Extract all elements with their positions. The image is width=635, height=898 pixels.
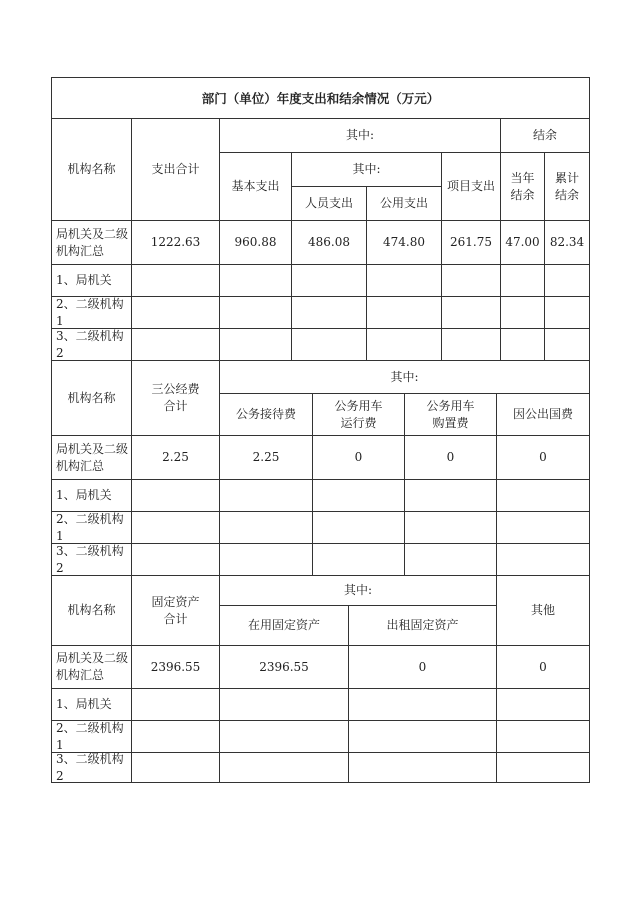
row-name: 3、二级机构 2 bbox=[51, 328, 132, 361]
empty-cell bbox=[219, 296, 292, 329]
empty-cell bbox=[496, 688, 590, 721]
empty-cell bbox=[219, 543, 313, 576]
header-other: 其他 bbox=[496, 575, 590, 646]
empty-cell bbox=[219, 688, 349, 721]
cell: 0 bbox=[496, 645, 590, 689]
empty-cell bbox=[131, 752, 220, 783]
empty-cell bbox=[366, 264, 442, 297]
row-name: 3、二级机构 2 bbox=[51, 752, 132, 783]
empty-cell bbox=[348, 720, 497, 753]
empty-cell bbox=[131, 296, 220, 329]
row-name: 局机关及二级 机构汇总 bbox=[51, 435, 132, 480]
row-name: 1、局机关 bbox=[51, 264, 132, 297]
header-total: 三公经费 合计 bbox=[131, 360, 220, 436]
empty-cell bbox=[131, 688, 220, 721]
empty-cell bbox=[544, 328, 590, 361]
empty-cell bbox=[131, 479, 220, 512]
cell: 0 bbox=[496, 435, 590, 480]
cell: 82.34 bbox=[544, 220, 590, 265]
header-org: 机构名称 bbox=[51, 118, 132, 221]
empty-cell bbox=[496, 752, 590, 783]
cell: 47.00 bbox=[500, 220, 545, 265]
header-of-which: 其中: bbox=[219, 118, 501, 153]
header-project: 项目支出 bbox=[441, 152, 501, 221]
cell: 2396.55 bbox=[219, 645, 349, 689]
empty-cell bbox=[312, 479, 405, 512]
empty-cell bbox=[366, 296, 442, 329]
row-name: 局机关及二级 机构汇总 bbox=[51, 645, 132, 689]
row-name: 2、二级机构 1 bbox=[51, 296, 132, 329]
header-balance: 结余 bbox=[500, 118, 590, 153]
header-car-purchase: 公务用车 购置费 bbox=[404, 393, 497, 436]
empty-cell bbox=[496, 511, 590, 544]
empty-cell bbox=[131, 543, 220, 576]
empty-cell bbox=[291, 264, 367, 297]
header-reception: 公务接待费 bbox=[219, 393, 313, 436]
empty-cell bbox=[496, 479, 590, 512]
cell: 486.08 bbox=[291, 220, 367, 265]
empty-cell bbox=[544, 296, 590, 329]
header-org: 机构名称 bbox=[51, 360, 132, 436]
empty-cell bbox=[131, 720, 220, 753]
header-org: 机构名称 bbox=[51, 575, 132, 646]
cell: 2.25 bbox=[131, 435, 220, 480]
cell: 1222.63 bbox=[131, 220, 220, 265]
row-name: 1、局机关 bbox=[51, 479, 132, 512]
header-of-which: 其中: bbox=[219, 360, 590, 394]
empty-cell bbox=[496, 543, 590, 576]
empty-cell bbox=[441, 328, 501, 361]
header-total: 支出合计 bbox=[131, 118, 220, 221]
row-name: 2、二级机构 1 bbox=[51, 720, 132, 753]
row-name: 1、局机关 bbox=[51, 688, 132, 721]
header-of-which-2: 其中: bbox=[291, 152, 442, 187]
cell: 960.88 bbox=[219, 220, 292, 265]
empty-cell bbox=[441, 296, 501, 329]
empty-cell bbox=[219, 264, 292, 297]
cell: 2.25 bbox=[219, 435, 313, 480]
empty-cell bbox=[312, 511, 405, 544]
row-name: 局机关及二级 机构汇总 bbox=[51, 220, 132, 265]
empty-cell bbox=[404, 479, 497, 512]
cell: 261.75 bbox=[441, 220, 501, 265]
row-name: 2、二级机构 1 bbox=[51, 511, 132, 544]
table-title: 部门（单位）年度支出和结余情况（万元） bbox=[51, 77, 590, 119]
empty-cell bbox=[131, 328, 220, 361]
row-name: 3、二级机构 2 bbox=[51, 543, 132, 576]
cell: 0 bbox=[404, 435, 497, 480]
empty-cell bbox=[500, 328, 545, 361]
empty-cell bbox=[291, 296, 367, 329]
empty-cell bbox=[312, 543, 405, 576]
empty-cell bbox=[500, 264, 545, 297]
cell: 2396.55 bbox=[131, 645, 220, 689]
cell: 0 bbox=[312, 435, 405, 480]
empty-cell bbox=[404, 543, 497, 576]
empty-cell bbox=[219, 752, 349, 783]
empty-cell bbox=[496, 720, 590, 753]
empty-cell bbox=[544, 264, 590, 297]
empty-cell bbox=[348, 752, 497, 783]
empty-cell bbox=[219, 328, 292, 361]
header-car-running: 公务用车 运行费 bbox=[312, 393, 405, 436]
header-of-which: 其中: bbox=[219, 575, 497, 606]
header-current-balance: 当年 结余 bbox=[500, 152, 545, 221]
empty-cell bbox=[441, 264, 501, 297]
cell: 474.80 bbox=[366, 220, 442, 265]
empty-cell bbox=[131, 264, 220, 297]
header-abroad: 因公出国费 bbox=[496, 393, 590, 436]
empty-cell bbox=[219, 511, 313, 544]
header-total: 固定资产 合计 bbox=[131, 575, 220, 646]
empty-cell bbox=[404, 511, 497, 544]
header-cumulative-balance: 累计 结余 bbox=[544, 152, 590, 221]
header-rented: 出租固定资产 bbox=[348, 605, 497, 646]
empty-cell bbox=[500, 296, 545, 329]
header-basic: 基本支出 bbox=[219, 152, 292, 221]
empty-cell bbox=[219, 720, 349, 753]
header-public: 公用支出 bbox=[366, 186, 442, 221]
empty-cell bbox=[219, 479, 313, 512]
empty-cell bbox=[131, 511, 220, 544]
cell: 0 bbox=[348, 645, 497, 689]
header-personnel: 人员支出 bbox=[291, 186, 367, 221]
header-in-use: 在用固定资产 bbox=[219, 605, 349, 646]
empty-cell bbox=[366, 328, 442, 361]
empty-cell bbox=[291, 328, 367, 361]
empty-cell bbox=[348, 688, 497, 721]
